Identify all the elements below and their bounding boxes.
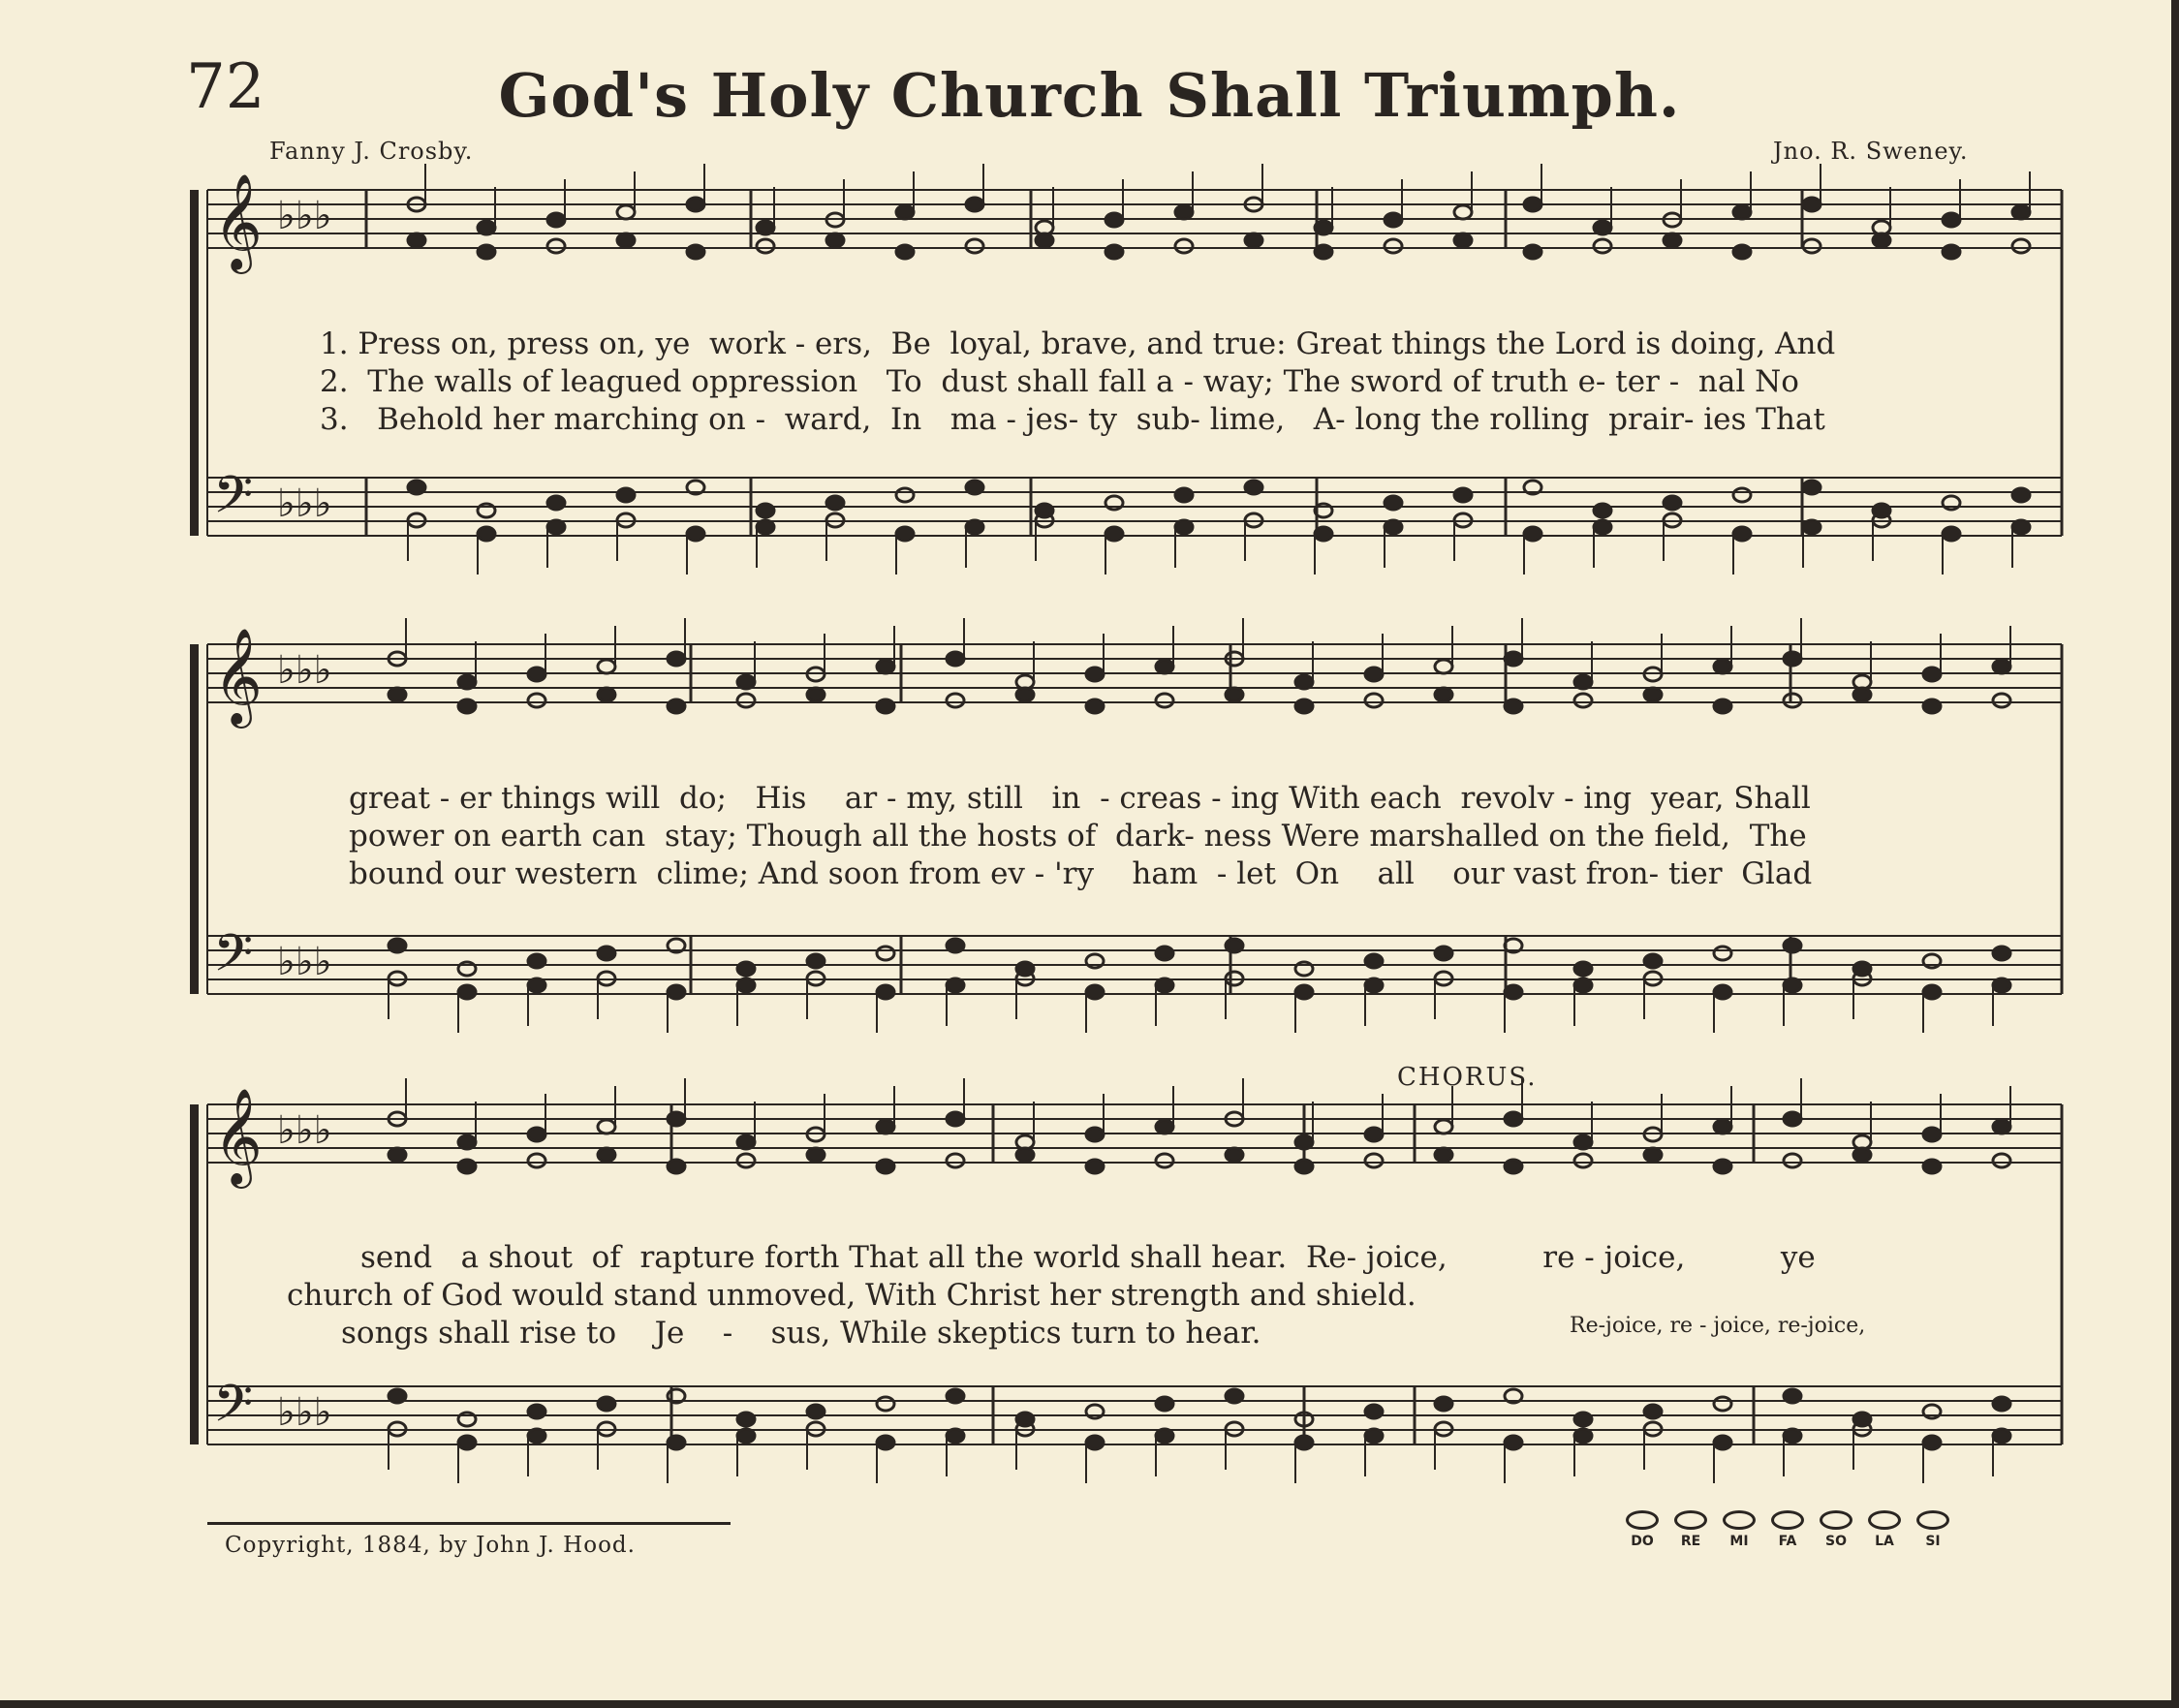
note-head-icon — [966, 198, 983, 211]
note-head-icon — [1086, 1160, 1104, 1173]
note-head-icon — [1923, 699, 1941, 713]
note-head-icon — [1016, 688, 1034, 701]
note-head-icon — [1365, 694, 1383, 707]
note-head-icon — [877, 1397, 894, 1411]
key-signature-flats-icon: ♭♭♭ — [277, 1390, 332, 1435]
note-head-icon — [737, 675, 755, 689]
solfege-note-icon — [1916, 1510, 1949, 1530]
note-head-icon — [1574, 675, 1592, 689]
note-head-icon — [668, 652, 685, 666]
note-head-icon — [737, 1429, 755, 1443]
note-head-icon — [1594, 221, 1611, 234]
note-head-icon — [1505, 1112, 1522, 1126]
note-head-icon — [478, 221, 495, 234]
lyric-line: songs shall rise to Je - sus, While skeptics turn to hear. — [341, 1316, 1261, 1351]
note-head-icon — [1733, 245, 1751, 259]
note-head-icon — [1365, 1429, 1383, 1443]
note-head-icon — [807, 954, 825, 968]
note-head-icon — [1315, 527, 1332, 541]
note-head-icon — [1733, 527, 1751, 541]
note-head-icon — [1365, 668, 1383, 681]
note-head-icon — [1295, 1135, 1313, 1149]
note-head-icon — [1175, 205, 1193, 219]
note-head-icon — [1853, 1148, 1871, 1162]
note-head-icon — [1803, 198, 1821, 211]
note-head-icon — [1993, 947, 2010, 960]
note-head-icon — [1733, 488, 1751, 502]
note-head-icon — [668, 1112, 685, 1126]
note-head-icon — [1435, 1120, 1452, 1133]
note-head-icon — [1714, 947, 1731, 960]
note-head-icon — [1803, 520, 1821, 534]
note-head-icon — [1245, 481, 1262, 494]
note-head-icon — [1714, 1160, 1731, 1173]
note-head-icon — [1714, 660, 1731, 673]
note-head-icon — [1574, 1413, 1592, 1426]
note-head-icon — [1714, 699, 1731, 713]
note-head-icon — [1574, 962, 1592, 976]
lyric-line: 1. Press on, press on, ye work - ers, Be loyal, brave, and true: Great things the Lord is doing, And — [320, 326, 1836, 361]
note-head-icon — [598, 1397, 615, 1411]
note-head-icon — [1784, 978, 1801, 992]
note-head-icon — [617, 233, 635, 247]
note-head-icon — [1156, 660, 1173, 673]
solfege-note-icon — [1771, 1510, 1804, 1530]
note-head-icon — [1086, 668, 1104, 681]
key-signature-flats-icon: ♭♭♭ — [277, 1108, 332, 1153]
note-head-icon — [947, 1429, 964, 1443]
note-head-icon — [947, 1154, 964, 1167]
note-head-icon — [966, 520, 983, 534]
solfege-label: MI — [1729, 1534, 1749, 1549]
note-head-icon — [1156, 694, 1173, 707]
note-head-icon — [547, 496, 565, 510]
note-head-icon — [1365, 1128, 1383, 1141]
note-head-icon — [1454, 205, 1472, 219]
note-head-icon — [1664, 496, 1681, 510]
note-head-icon — [1923, 1128, 1941, 1141]
note-head-icon — [737, 1154, 755, 1167]
note-head-icon — [668, 1436, 685, 1449]
note-head-icon — [1365, 954, 1383, 968]
note-head-icon — [737, 1413, 755, 1426]
note-head-icon — [947, 652, 964, 666]
note-head-icon — [617, 488, 635, 502]
note-head-icon — [1853, 688, 1871, 701]
note-head-icon — [598, 660, 615, 673]
note-head-icon — [737, 962, 755, 976]
note-head-icon — [826, 496, 844, 510]
system-brace-bar — [190, 1104, 199, 1444]
note-head-icon — [1524, 527, 1541, 541]
note-head-icon — [1784, 694, 1801, 707]
note-head-icon — [528, 978, 545, 992]
note-head-icon — [1435, 1397, 1452, 1411]
note-head-icon — [2012, 488, 2030, 502]
system-brace-bar — [190, 190, 199, 536]
note-head-icon — [617, 205, 635, 219]
solfege-label: SI — [1925, 1534, 1941, 1549]
note-head-icon — [2012, 520, 2030, 534]
page-number: 72 — [186, 51, 265, 123]
note-head-icon — [1524, 245, 1541, 259]
note-head-icon — [1644, 1148, 1662, 1162]
lyric-line: great - er things will do; His ar - my, still in - creas - ing With each revolv - ing year, Shall — [349, 781, 1811, 816]
bass-clef-icon: 𝄢 — [213, 924, 254, 996]
note-head-icon — [1295, 1160, 1313, 1173]
solfege-note-icon — [1626, 1510, 1659, 1530]
note-head-icon — [1156, 1120, 1173, 1133]
note-head-icon — [1226, 1148, 1243, 1162]
note-head-icon — [1086, 699, 1104, 713]
bass-clef-icon: 𝄢 — [213, 1375, 254, 1446]
note-head-icon — [1036, 233, 1053, 247]
solfege-item — [1865, 1510, 1904, 1549]
note-head-icon — [757, 520, 774, 534]
note-head-icon — [1505, 699, 1522, 713]
note-head-icon — [1993, 978, 2010, 992]
note-head-icon — [1086, 1128, 1104, 1141]
solfege-note-icon — [1723, 1510, 1756, 1530]
note-head-icon — [528, 1429, 545, 1443]
note-head-icon — [1315, 245, 1332, 259]
note-head-icon — [877, 947, 894, 960]
note-head-icon — [1784, 652, 1801, 666]
bass-clef-icon: 𝄢 — [213, 466, 254, 538]
solfege-note-icon — [1820, 1510, 1852, 1530]
note-head-icon — [1943, 213, 1960, 227]
solfege-item — [1914, 1510, 1952, 1549]
note-head-icon — [1923, 1436, 1941, 1449]
note-head-icon — [1594, 239, 1611, 253]
note-head-icon — [547, 239, 565, 253]
note-head-icon — [598, 947, 615, 960]
note-head-icon — [1016, 1148, 1034, 1162]
note-head-icon — [1714, 1436, 1731, 1449]
note-head-icon — [1156, 1429, 1173, 1443]
key-signature-flats-icon: ♭♭♭ — [277, 648, 332, 693]
treble-clef-icon: 𝄞 — [213, 628, 263, 725]
note-head-icon — [877, 1160, 894, 1173]
solfege-item — [1817, 1510, 1855, 1549]
note-head-icon — [966, 239, 983, 253]
note-head-icon — [458, 699, 476, 713]
note-head-icon — [1315, 221, 1332, 234]
note-head-icon — [1105, 527, 1123, 541]
note-head-icon — [1505, 1160, 1522, 1173]
treble-clef-icon: 𝄞 — [213, 1088, 263, 1185]
note-head-icon — [1574, 694, 1592, 707]
note-head-icon — [1245, 233, 1262, 247]
solfege-item — [1720, 1510, 1759, 1549]
note-head-icon — [1226, 939, 1243, 952]
note-head-icon — [947, 978, 964, 992]
note-head-icon — [1365, 1405, 1383, 1418]
note-head-icon — [668, 985, 685, 999]
note-head-icon — [1175, 520, 1193, 534]
solfege-label: DO — [1631, 1534, 1654, 1549]
note-head-icon — [668, 1160, 685, 1173]
note-head-icon — [1435, 688, 1452, 701]
note-head-icon — [1923, 985, 1941, 999]
note-head-icon — [807, 1405, 825, 1418]
note-head-icon — [896, 488, 914, 502]
note-head-icon — [687, 527, 704, 541]
note-head-icon — [478, 527, 495, 541]
note-head-icon — [947, 1112, 964, 1126]
solfege-note-icon — [1868, 1510, 1901, 1530]
note-head-icon — [598, 1120, 615, 1133]
note-head-icon — [1365, 1154, 1383, 1167]
note-head-icon — [1505, 652, 1522, 666]
note-head-icon — [1644, 1405, 1662, 1418]
copyright-notice: Copyright, 1884, by John J. Hood. — [225, 1533, 636, 1558]
note-head-icon — [1923, 1160, 1941, 1173]
note-head-icon — [458, 675, 476, 689]
note-head-icon — [1435, 1148, 1452, 1162]
note-head-icon — [1105, 213, 1123, 227]
note-head-icon — [389, 1148, 406, 1162]
note-head-icon — [737, 1135, 755, 1149]
note-head-icon — [757, 239, 774, 253]
note-head-icon — [947, 1389, 964, 1403]
note-head-icon — [1733, 205, 1751, 219]
note-head-icon — [598, 688, 615, 701]
note-head-icon — [1993, 1429, 2010, 1443]
lyric-line: 3. Behold her marching on - ward, In ma - jes- ty sub- lime, A- long the rolling prair- ies That — [320, 402, 1825, 437]
note-head-icon — [1803, 481, 1821, 494]
footer-rule — [207, 1522, 731, 1525]
bass-chorus-words: Re-joice, re - joice, re-joice, — [1570, 1314, 1866, 1338]
note-head-icon — [1086, 1436, 1104, 1449]
note-head-icon — [1295, 1436, 1313, 1449]
note-head-icon — [1644, 954, 1662, 968]
note-head-icon — [1943, 245, 1960, 259]
note-head-icon — [1435, 660, 1452, 673]
note-head-icon — [458, 1436, 476, 1449]
lyric-line: send a shout of rapture forth That all the world shall hear. Re- joice, re - joice, ye — [360, 1240, 1816, 1275]
note-head-icon — [1784, 1429, 1801, 1443]
note-head-icon — [1714, 1120, 1731, 1133]
note-head-icon — [547, 213, 565, 227]
note-head-icon — [757, 221, 774, 234]
note-head-icon — [1993, 1120, 2010, 1133]
note-head-icon — [1594, 504, 1611, 517]
note-head-icon — [757, 504, 774, 517]
note-head-icon — [947, 939, 964, 952]
note-head-icon — [389, 688, 406, 701]
solfege-item — [1623, 1510, 1662, 1549]
note-head-icon — [1385, 213, 1402, 227]
note-head-icon — [598, 1148, 615, 1162]
note-head-icon — [687, 198, 704, 211]
solfege-item — [1671, 1510, 1710, 1549]
note-head-icon — [1784, 939, 1801, 952]
note-head-icon — [1993, 694, 2010, 707]
solfege-label: RE — [1680, 1534, 1701, 1549]
note-head-icon — [1784, 1112, 1801, 1126]
note-head-icon — [826, 233, 844, 247]
solfege-label: SO — [1825, 1534, 1847, 1549]
note-head-icon — [1226, 688, 1243, 701]
note-head-icon — [877, 1120, 894, 1133]
note-head-icon — [478, 245, 495, 259]
lyric-line: bound our western clime; And soon from ev - 'ry ham - let On all our vast fron- tier Glad — [349, 856, 1813, 891]
note-head-icon — [1993, 660, 2010, 673]
key-signature-flats-icon: ♭♭♭ — [277, 481, 332, 526]
lyric-line: 2. The walls of leagued oppression To dust shall fall a - way; The sword of truth e- ter - nal No — [320, 364, 1799, 399]
note-head-icon — [1505, 985, 1522, 999]
note-head-icon — [1295, 985, 1313, 999]
note-head-icon — [737, 694, 755, 707]
note-head-icon — [1644, 688, 1662, 701]
note-head-icon — [1175, 488, 1193, 502]
note-head-icon — [1175, 239, 1193, 253]
note-head-icon — [896, 245, 914, 259]
solfege-item — [1768, 1510, 1807, 1549]
note-head-icon — [1156, 1397, 1173, 1411]
note-head-icon — [947, 694, 964, 707]
note-head-icon — [2012, 239, 2030, 253]
note-head-icon — [1714, 1397, 1731, 1411]
note-head-icon — [1803, 239, 1821, 253]
solfege-note-icon — [1674, 1510, 1707, 1530]
note-head-icon — [1524, 198, 1541, 211]
note-head-icon — [737, 978, 755, 992]
note-head-icon — [458, 1160, 476, 1173]
note-head-icon — [687, 245, 704, 259]
note-head-icon — [1574, 1154, 1592, 1167]
note-head-icon — [1226, 1389, 1243, 1403]
note-head-icon — [547, 520, 565, 534]
note-head-icon — [1873, 233, 1890, 247]
note-head-icon — [1385, 520, 1402, 534]
note-head-icon — [389, 1389, 406, 1403]
note-head-icon — [458, 1135, 476, 1149]
note-head-icon — [528, 954, 545, 968]
note-head-icon — [2012, 205, 2030, 219]
note-head-icon — [1385, 496, 1402, 510]
note-head-icon — [528, 1128, 545, 1141]
note-head-icon — [408, 233, 425, 247]
note-head-icon — [1365, 978, 1383, 992]
lyricist-credit: Fanny J. Crosby. — [269, 138, 474, 165]
hymn-title: God's Holy Church Shall Triumph. — [498, 60, 1681, 131]
note-head-icon — [1156, 1154, 1173, 1167]
note-head-icon — [1454, 233, 1472, 247]
note-head-icon — [1993, 1154, 2010, 1167]
note-head-icon — [1784, 1154, 1801, 1167]
note-head-icon — [408, 481, 425, 494]
note-head-icon — [1385, 239, 1402, 253]
note-head-icon — [1574, 1429, 1592, 1443]
note-head-icon — [1574, 978, 1592, 992]
note-head-icon — [1664, 233, 1681, 247]
lyric-line: church of God would stand unmoved, With Christ her strength and shield. — [287, 1278, 1416, 1313]
lyric-line: power on earth can stay; Though all the hosts of dark- ness Were marshalled on the field, The — [349, 819, 1807, 854]
note-head-icon — [528, 694, 545, 707]
system-brace-bar — [190, 644, 199, 994]
key-signature-flats-icon: ♭♭♭ — [277, 194, 332, 238]
note-head-icon — [1993, 1397, 2010, 1411]
treble-clef-icon: 𝄞 — [213, 173, 263, 270]
key-signature-flats-icon: ♭♭♭ — [277, 940, 332, 984]
note-head-icon — [1156, 978, 1173, 992]
note-head-icon — [458, 985, 476, 999]
note-head-icon — [1505, 1436, 1522, 1449]
note-head-icon — [528, 1154, 545, 1167]
note-head-icon — [1943, 527, 1960, 541]
note-head-icon — [1295, 675, 1313, 689]
note-head-icon — [1105, 245, 1123, 259]
chorus-label: CHORUS. — [1397, 1063, 1538, 1092]
note-head-icon — [877, 699, 894, 713]
note-head-icon — [1295, 699, 1313, 713]
note-head-icon — [1086, 985, 1104, 999]
note-head-icon — [528, 1405, 545, 1418]
note-head-icon — [896, 527, 914, 541]
solfege-label: LA — [1875, 1534, 1894, 1549]
note-head-icon — [1435, 947, 1452, 960]
note-head-icon — [1574, 1135, 1592, 1149]
solfege-legend — [1623, 1510, 1952, 1549]
note-head-icon — [1923, 668, 1941, 681]
note-head-icon — [896, 205, 914, 219]
note-head-icon — [877, 985, 894, 999]
note-head-icon — [1594, 520, 1611, 534]
note-head-icon — [877, 1436, 894, 1449]
note-head-icon — [877, 660, 894, 673]
note-head-icon — [807, 1148, 825, 1162]
solfege-label: FA — [1778, 1534, 1797, 1549]
note-head-icon — [807, 688, 825, 701]
note-head-icon — [1714, 985, 1731, 999]
note-head-icon — [1454, 488, 1472, 502]
note-head-icon — [528, 668, 545, 681]
composer-credit: Jno. R. Sweney. — [1773, 138, 1969, 165]
note-head-icon — [668, 699, 685, 713]
note-head-icon — [389, 939, 406, 952]
note-head-icon — [1784, 1389, 1801, 1403]
note-head-icon — [966, 481, 983, 494]
note-head-icon — [1156, 947, 1173, 960]
